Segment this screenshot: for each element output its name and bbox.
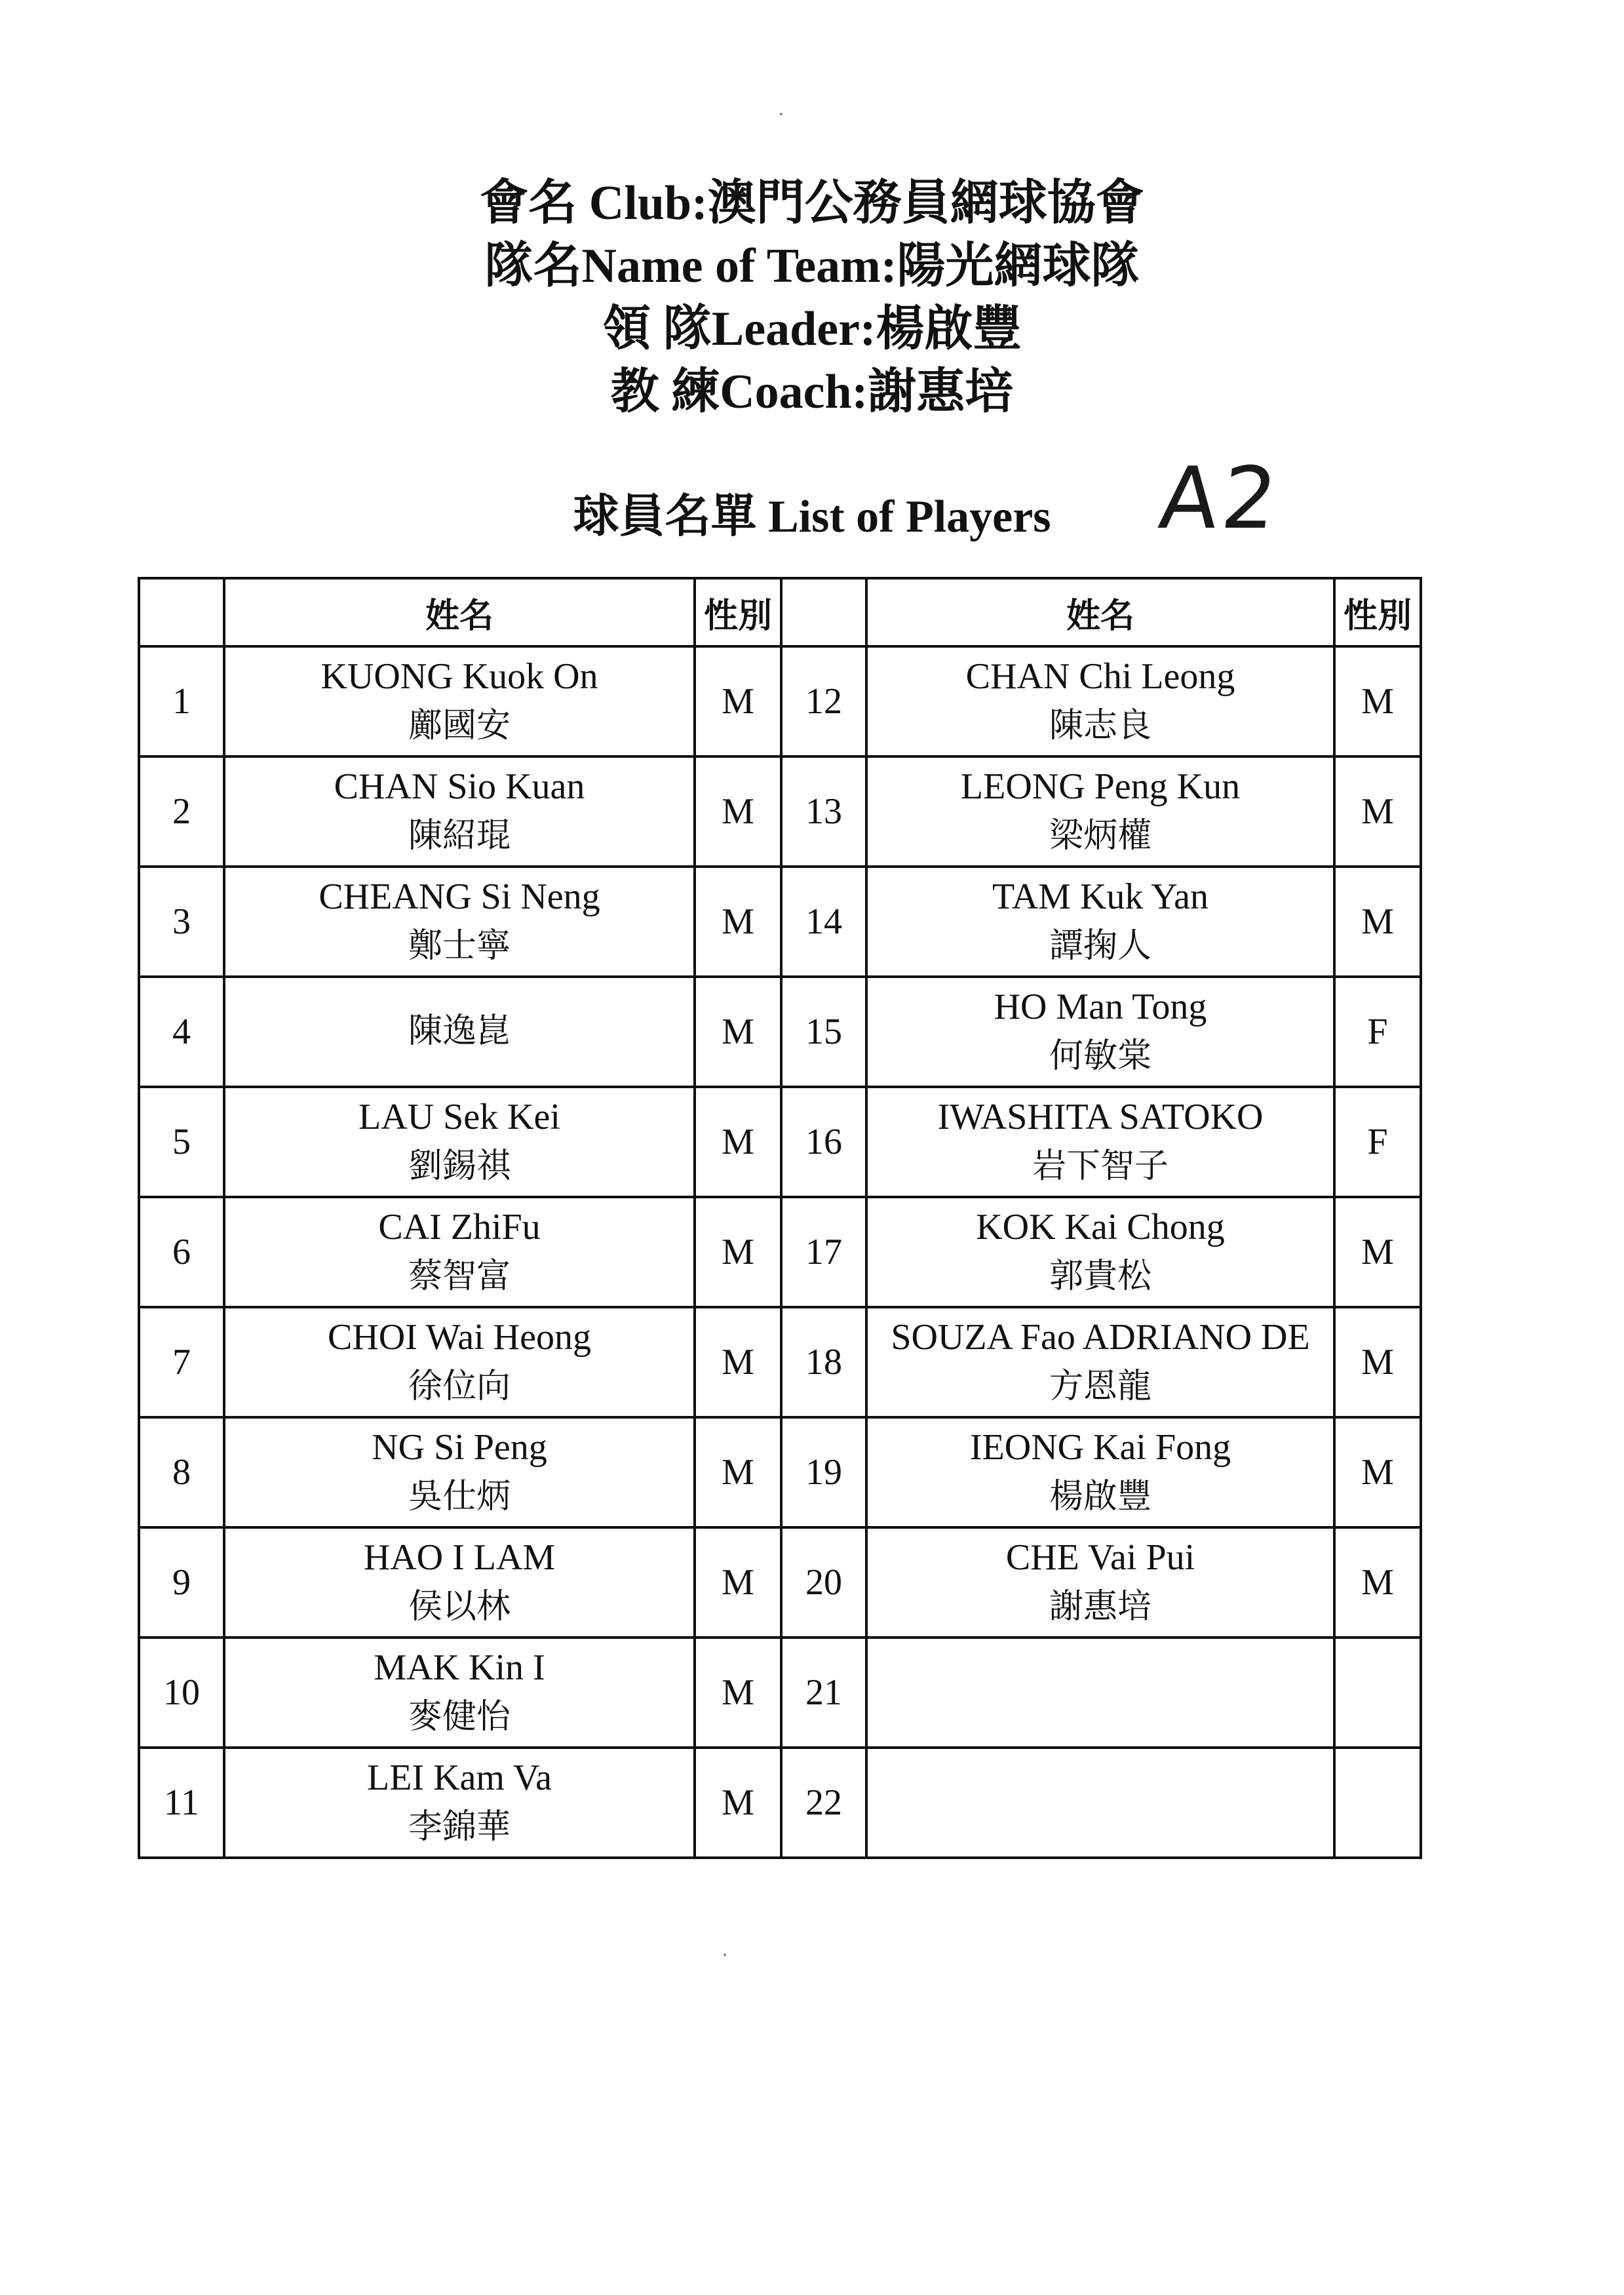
player-name-zh: 徐位向 [408, 1368, 511, 1405]
player-gender: M [695, 1638, 781, 1748]
club-line: 會名 Club:澳門公務員網球協會 [480, 176, 1144, 230]
player-name-zh: 郭貴松 [1049, 1258, 1151, 1295]
player-gender: M [695, 1417, 781, 1527]
player-number: 14 [781, 867, 866, 977]
player-name-en: CHOI Wai Heong [328, 1317, 591, 1358]
player-name-zh: 陳紹琨 [408, 817, 511, 855]
player-gender: M [695, 756, 781, 867]
table-row [139, 1417, 1421, 1527]
player-name-cell [866, 1087, 1334, 1197]
player-name-en: CHEANG Si Neng [319, 876, 600, 917]
scan-dot [780, 113, 783, 115]
header-gender-left: 性別 [695, 578, 781, 646]
player-number: 6 [139, 1197, 224, 1307]
player-name-cell [224, 1527, 695, 1638]
player-name-en: HO Man Tong [994, 987, 1207, 1027]
player-name-en: NG Si Peng [372, 1427, 547, 1468]
player-gender: M [695, 1307, 781, 1417]
player-name-cell [866, 1417, 1334, 1527]
player-name-en: CHE Vai Pui [1005, 1537, 1195, 1578]
player-name-en: LAU Sek Kei [358, 1097, 560, 1137]
player-number: 7 [139, 1307, 224, 1417]
player-name-zh: 譚掬人 [1049, 928, 1151, 965]
player-name-cell [866, 977, 1334, 1087]
player-number: 19 [781, 1417, 866, 1527]
player-number: 8 [139, 1417, 224, 1527]
table-header-row [139, 578, 1421, 646]
player-name-en: SOUZA Fao ADRIANO DE [891, 1317, 1310, 1358]
player-number: 5 [139, 1087, 224, 1197]
player-number: 4 [139, 977, 224, 1087]
player-gender: M [1334, 1197, 1421, 1307]
player-number: 2 [139, 756, 224, 867]
player-name-en: TAM Kuk Yan [992, 876, 1208, 917]
player-number: 11 [139, 1748, 224, 1858]
table-row [139, 867, 1421, 977]
player-gender: F [1334, 1087, 1421, 1197]
table-row [139, 1087, 1421, 1197]
player-name-zh: 麥健怡 [408, 1698, 511, 1736]
player-number: 10 [139, 1638, 224, 1748]
player-gender: M [1334, 1417, 1421, 1527]
player-name-zh: 楊啟豐 [1049, 1478, 1151, 1516]
player-name-cell [224, 1748, 695, 1858]
handwritten-mark: A2 [1155, 448, 1286, 548]
player-number: 15 [781, 977, 866, 1087]
player-name-zh: 陳逸崑 [408, 1013, 511, 1050]
player-number: 16 [781, 1087, 866, 1197]
header-name-left: 姓名 [224, 578, 695, 646]
leader-line: 領 隊Leader:楊啟豐 [602, 302, 1022, 356]
player-number: 22 [781, 1748, 866, 1858]
player-name-zh: 方恩龍 [1049, 1368, 1151, 1405]
player-name-en: LEONG Peng Kun [960, 766, 1241, 807]
player-gender: M [695, 1527, 781, 1638]
player-name-cell [224, 977, 695, 1087]
player-name-zh: 侯以林 [408, 1588, 511, 1626]
player-number: 9 [139, 1527, 224, 1638]
player-name-cell [866, 1748, 1334, 1858]
player-gender: M [1334, 1307, 1421, 1417]
player-name-en: KUONG Kuok On [320, 656, 598, 697]
player-name-cell [866, 646, 1334, 756]
player-number: 18 [781, 1307, 866, 1417]
player-name-cell [866, 1527, 1334, 1638]
player-name-en: LEI Kam Va [367, 1757, 552, 1798]
player-name-cell [866, 1197, 1334, 1307]
player-name-cell [866, 867, 1334, 977]
player-name-zh: 吳仕炳 [408, 1478, 511, 1516]
player-name-zh: 陳志良 [1049, 707, 1151, 745]
team-line: 隊名Name of Team:陽光網球隊 [484, 239, 1140, 293]
table-row [139, 1527, 1421, 1638]
player-name-cell [224, 867, 695, 977]
player-name-en: HAO I LAM [363, 1537, 556, 1578]
player-name-cell [224, 1417, 695, 1527]
player-name-en: CHAN Chi Leong [965, 656, 1235, 697]
player-gender: M [695, 867, 781, 977]
player-name-cell [866, 756, 1334, 867]
player-number: 1 [139, 646, 224, 756]
player-name-zh: 梁炳權 [1049, 817, 1151, 855]
player-number: 12 [781, 646, 866, 756]
players-table [138, 577, 1422, 1859]
table-row [139, 646, 1421, 756]
player-name-en: MAK Kin I [374, 1647, 545, 1688]
player-name-en: CAI ZhiFu [378, 1207, 541, 1247]
player-gender: M [695, 1087, 781, 1197]
player-gender: M [1334, 756, 1421, 867]
player-name-zh: 何敏棠 [1049, 1038, 1151, 1075]
header-no-left [139, 578, 224, 646]
player-gender: F [1334, 977, 1421, 1087]
table-row [139, 1638, 1421, 1748]
player-name-zh: 鄺國安 [408, 707, 511, 745]
player-name-zh: 鄭士寧 [408, 928, 511, 965]
header-no-right [781, 578, 866, 646]
table-row [139, 1197, 1421, 1307]
player-gender: M [695, 646, 781, 756]
player-name-cell [224, 1307, 695, 1417]
table-row [139, 756, 1421, 867]
player-name-zh: 岩下智子 [1032, 1148, 1169, 1185]
player-number: 13 [781, 756, 866, 867]
player-name-en: IEONG Kai Fong [969, 1427, 1231, 1468]
player-gender: M [1334, 646, 1421, 756]
player-name-cell [224, 1087, 695, 1197]
player-name-cell [866, 1307, 1334, 1417]
player-name-zh: 劉錫祺 [408, 1148, 511, 1185]
list-title: 球員名單 List of Players [573, 492, 1051, 542]
header-gender-right: 性別 [1334, 578, 1421, 646]
player-name-zh: 謝惠培 [1049, 1588, 1151, 1626]
scan-dot [724, 1953, 726, 1956]
player-name-en: CHAN Sio Kuan [334, 766, 585, 807]
player-gender: M [695, 1197, 781, 1307]
player-name-cell [224, 646, 695, 756]
player-name-zh: 李錦華 [408, 1809, 511, 1846]
player-gender: M [1334, 867, 1421, 977]
player-number: 20 [781, 1527, 866, 1638]
player-name-cell [224, 1197, 695, 1307]
table-row [139, 977, 1421, 1087]
header-name-right: 姓名 [866, 578, 1334, 646]
player-name-en: KOK Kai Chong [976, 1207, 1225, 1247]
player-gender: M [695, 977, 781, 1087]
player-number: 21 [781, 1638, 866, 1748]
player-name-cell [224, 756, 695, 867]
player-number: 17 [781, 1197, 866, 1307]
coach-line: 教 練Coach:謝惠培 [610, 365, 1014, 419]
table-row [139, 1307, 1421, 1417]
player-gender [1334, 1748, 1421, 1858]
player-name-zh: 蔡智富 [408, 1258, 511, 1295]
player-gender: M [1334, 1527, 1421, 1638]
player-number: 3 [139, 867, 224, 977]
player-name-cell [224, 1638, 695, 1748]
player-name-en: IWASHITA SATOKO [937, 1097, 1264, 1137]
table-row [139, 1748, 1421, 1858]
player-gender [1334, 1638, 1421, 1748]
document-header [0, 172, 1624, 423]
player-name-cell [866, 1638, 1334, 1748]
table-body [139, 646, 1421, 1858]
player-gender: M [695, 1748, 781, 1858]
